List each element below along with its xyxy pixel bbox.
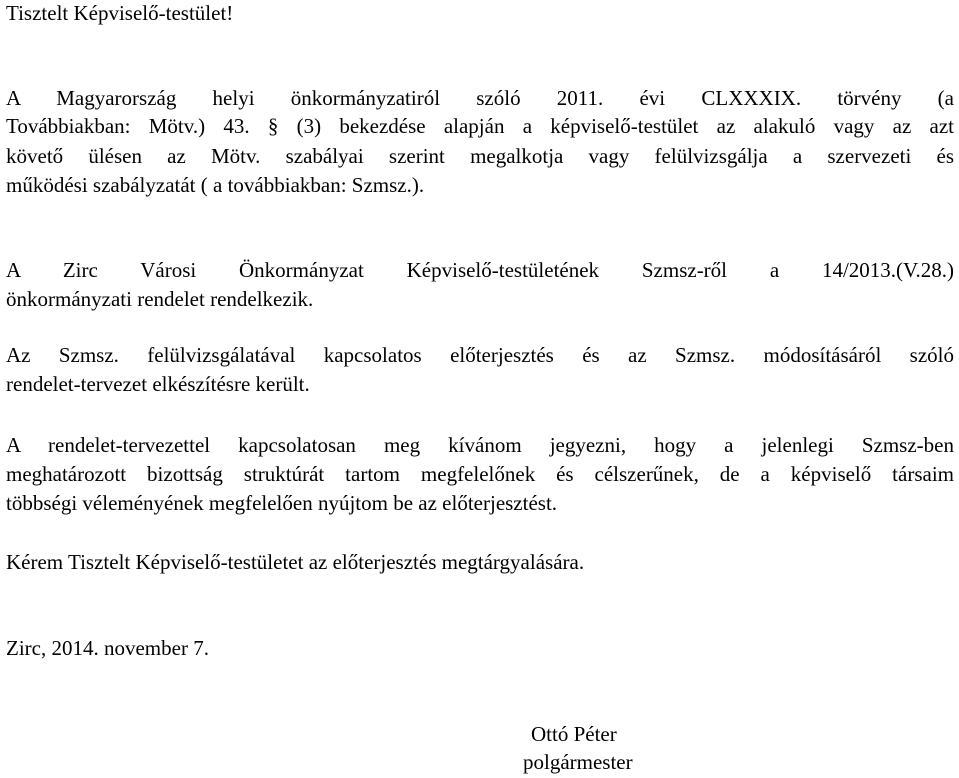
paragraph-line: Az Szmsz. felülvizsgálatával kapcsolatos előterjesztés és az Szmsz. módosításáról szóló — [6, 343, 954, 367]
paragraph-line: Továbbiakban: Mötv.) 43. § (3) bekezdése alapján a képviselő-testület az alakuló vagy az azt — [6, 114, 954, 138]
place-date: Zirc, 2014. november 7. — [6, 636, 209, 660]
signatory-name: Ottó Péter — [531, 722, 617, 746]
paragraph-line: A rendelet-tervezettel kapcsolatosan meg kívánom jegyezni, hogy a jelenlegi Szmsz-ben — [6, 433, 954, 457]
request-sentence: Kérem Tisztelt Képviselő-testületet az előterjesztés megtárgyalására. — [6, 550, 585, 574]
paragraph-line: követő ülésen az Mötv. szabályai szerint megalkotja vagy felülvizsgálja a szervezeti és — [6, 144, 954, 168]
paragraph-line: működési szabályzatát ( a továbbiakban: Szmsz.). — [6, 173, 425, 197]
paragraph-line: meghatározott bizottság struktúrát tartom megfelelőnek és célszerűnek, de a képviselő társaim — [6, 462, 954, 486]
paragraph-line: A Zirc Városi Önkormányzat Képviselő-testületének Szmsz-ről a 14/2013.(V.28.) — [6, 258, 954, 282]
paragraph-line: A Magyarország helyi önkormányzatiról szóló 2011. évi CLXXXIX. törvény (a — [6, 86, 954, 110]
paragraph-line: többségi véleményének megfelelően nyújtom be az előterjesztést. — [6, 491, 558, 515]
paragraph-line: rendelet-tervezet elkészítésre került. — [6, 372, 310, 396]
paragraph-line: önkormányzati rendelet rendelkezik. — [6, 287, 314, 311]
signatory-title: polgármester — [523, 750, 633, 774]
greeting: Tisztelt Képviselő-testület! — [6, 1, 234, 25]
